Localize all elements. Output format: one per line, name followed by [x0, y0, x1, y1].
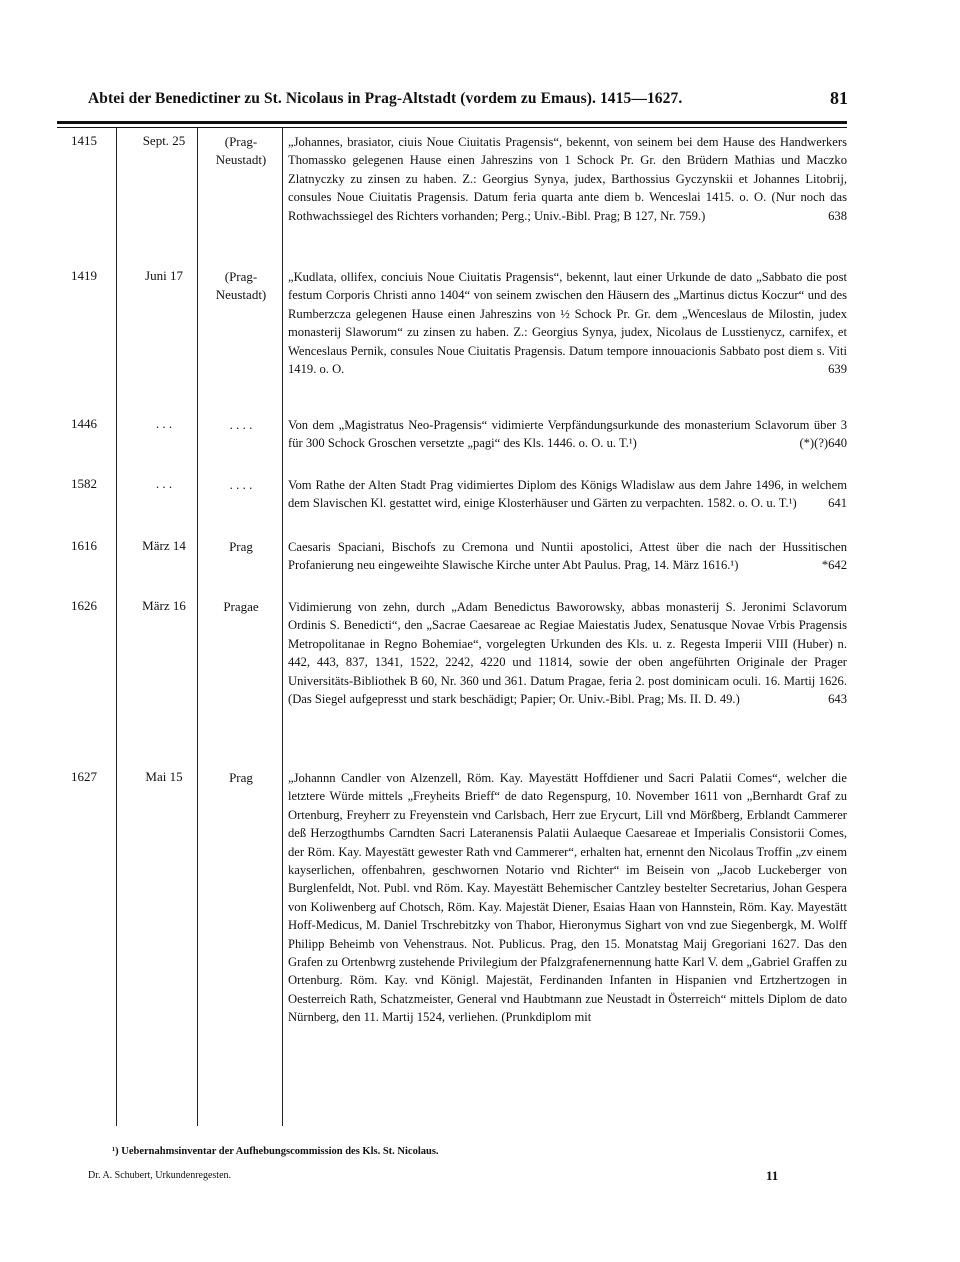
- column-divider: [116, 128, 117, 1126]
- entry-body: Vom Rathe der Alten Stadt Prag vidimiertes Diplom des Königs Wladislaw aus dem Jahre 1496, in welchem dem Slavischen Kl. gestattet wird, einige Klosterhäuser und Gärten zu verpachten. 1582. o. O. u. T.¹): [288, 478, 847, 511]
- header-rule-thin: [57, 127, 847, 128]
- page-number: 81: [830, 88, 848, 108]
- entry-year: 1616: [71, 538, 97, 553]
- entry-text: [288, 476, 847, 513]
- entry-date: . . .: [155, 416, 173, 431]
- entry-year: 1415: [71, 133, 97, 148]
- entry-text: [288, 416, 847, 453]
- entry-text: [288, 598, 847, 708]
- running-header: [88, 88, 848, 114]
- entry-number: *642: [821, 558, 847, 573]
- entry-place: . . . .: [229, 417, 253, 432]
- column-divider: [282, 128, 283, 1126]
- footer-signature: 11: [766, 1168, 779, 1183]
- page-header-title: Abtei der Benedictiner zu St. Nicolaus in Prag-Altstadt (vordem zu Emaus). 1415—1627.: [88, 90, 683, 107]
- entry-text: [288, 769, 847, 1027]
- entry-number: 638: [828, 208, 847, 223]
- entry-place: . . . .: [229, 477, 253, 492]
- entry-date: Mai 15: [145, 769, 183, 784]
- entry-date: Sept. 25: [142, 133, 186, 148]
- entry-body: „Johannn Candler von Alzenzell, Röm. Kay. Mayestätt Hoffdiener und Sacri Palatii Comes“, welcher die letztere Würde mittels „Freyheits Brieff“ de dato Regenspurg, 10. November 1611 von „Bernhardt Graf zu Ortenburg, Freyherr zu Freyenstein vnd Carlsbach, Herr zue Erycurt, Lill vnd Mörßberg, Erblandt Cammerer deß Herzogthumbs Carndten Sacri Lateranensis Palatii Aulaeque Caesareae et Imperialis Consistorii Comes, der Röm. Kay. Mayestätt gewester Rath vnd Cammerer“, erhalten hat, ernennt den Nicolaus Troffin „zv einem kayserlichen, offenbahren, geschwornen Notario vnd Richter“ im Beisein von „Jacob Luckeberger von Burglenfeldt, Not. Publ. vnd Röm. Kay. Mayestätt Behemischer Cantzley bestelter Secretarius, Johan Gespera von Koliwenberg auf Chotsch, Röm. Kay. Majestät Diener, Esaias Haan von Hannstein, Röm. Kay. Mayestätt Hoff-Medicus, M. Daniel Trschrebitzky von Thabor, Hieronymus Sighart von vnd zue Siegenbergk, M. Wolff Philipp Beheimb von Vehenstraus. Not. Publicus. Prag, den 15. Monatstag Maij Gregoriani 1627. Das den Grafen zu Ortenbwrg zustehende Privilegium der Pfalzgrafenernennung hatte Karl V. dem „Gabriel Graffen zu Ortenburg. Röm. Kay. vnd Königl. Majestät, Ferdinanden Infanten in Hispanien vnd Ertzhertzogen in Oesterreich Rath, Schatzmeister, General vnd Haubtmann zue Neustadt in Österreich“ mittels Diplom de dato Nürnberg, den 11. Martij 1524, verliehen. (Prunkdiplom mit: [288, 771, 847, 1025]
- entry-text: [288, 133, 847, 225]
- entry-year: 1626: [71, 598, 97, 613]
- entry-body: Vidimierung von zehn, durch „Adam Benedictus Baworowsky, abbas monasterij S. Jeronimi Sclavorum Ordinis S. Benedicti“, den „Sacrae Caesareae ac Regiae Maiestatis Judex, Senatusque Novae Vrbis Pragensis Metropolitanae in Regno Bohemiae“, vorgelegten Urkunden des Kls. u. z. Regesta Imperii VIII (Huber) n. 442, 443, 837, 1341, 1522, 2242, 4220 und 11814, sowie der oben angeführten Originale der Prager Universitäts-Bibliothek B 60, Nr. 360 und 361. Datum Pragae, feria 2. post dominicam oculi. 16. Martij 1626. (Das Siegel aufgepresst und stark beschädigt; Papier; Or. Univ.-Bibl. Prag; Ms. II. D. 49.): [288, 600, 847, 707]
- entry-body: „Johannes, brasiator, ciuis Noue Ciuitatis Pragensis“, bekennt, von seinem bei dem Hause des Handwerkers Thomassko gelegenen Hause einen Jahreszins von 1 Schock Pr. Gr. den Brüdern Mathias und Maczko Zlatnyczky zu zinsen zu haben. Z.: Georgius Synya, judex, Barthossius Gyczynskii et Johannes Litobrij, consules Noue Ciuitatis Pragensis. Datum feria quarta ante diem b. Wenceslai 1415. o. O. (Nur noch das Rothwachssiegel des Richters vorhanden; Perg.; Univ.-Bibl. Prag; B 127, Nr. 759.): [288, 135, 847, 223]
- entry-body: Von dem „Magistratus Neo-Pragensis“ vidimierte Verpfändungsurkunde des monasterium Sclavorum über 3 für 300 Schock Groschen versetzte „pagi“ des Kls. 1446. o. O. u. T.¹): [288, 418, 847, 451]
- entry-place: (Prag-Neustadt): [215, 134, 267, 167]
- entry-date: März 14: [142, 538, 186, 553]
- entry-number: (*)(?)640: [799, 436, 847, 451]
- footnote: ¹) Uebernahmsinventar der Aufhebungscommission des Kls. St. Nicolaus.: [112, 1146, 439, 1157]
- entry-year: 1446: [71, 416, 97, 431]
- entry-date: März 16: [142, 598, 186, 613]
- entry-text: [288, 268, 847, 378]
- entry-number: 641: [828, 496, 847, 511]
- entry-number: 639: [828, 362, 847, 377]
- entry-year: 1582: [71, 476, 97, 491]
- entry-place: (Prag-Neustadt): [215, 269, 267, 302]
- entry-place: Pragae: [223, 599, 259, 614]
- entry-year: 1627: [71, 769, 97, 784]
- entry-date: Juni 17: [145, 268, 183, 283]
- entry-place: Prag: [229, 770, 253, 785]
- header-rule-thick: [57, 121, 847, 124]
- footer-source: Dr. A. Schubert, Urkundenregesten.: [88, 1170, 232, 1181]
- entry-text: [288, 538, 847, 575]
- entry-body: Caesaris Spaciani, Bischofs zu Cremona und Nuntii apostolici, Attest über die nach der Hussitischen Profanierung neu eingeweihte Slawische Kirche unter Abt Paulus. Prag, 14. März 1616.¹): [288, 540, 847, 573]
- entry-date: . . .: [155, 476, 173, 491]
- entry-place: Prag: [229, 539, 253, 554]
- entry-year: 1419: [71, 268, 97, 283]
- entry-number: 643: [828, 692, 847, 707]
- entry-body: „Kudlata, ollifex, conciuis Noue Ciuitatis Pragensis“, bekennt, laut einer Urkunde de dato „Sabbato die post festum Corporis Christi anno 1404“ von seinem zwischen den Häusern des „Martinus dictus Koczur“ und des Rumberzcza gelegenen Hause einen Jahreszins von ½ Schock Pr. Gr. dem „Wenceslaus de Milostin, judex monasterij Slaworum“ zu zinsen zu haben. Z.: Georgius Synya, judex, Nicolaus de Lusstienycz, carnifex, et Wenceslaus Pernik, consules Noue Ciuitatis Pragensis. Datum tempore innouacionis Sabbato post diem s. Viti 1419. o. O.: [288, 270, 847, 377]
